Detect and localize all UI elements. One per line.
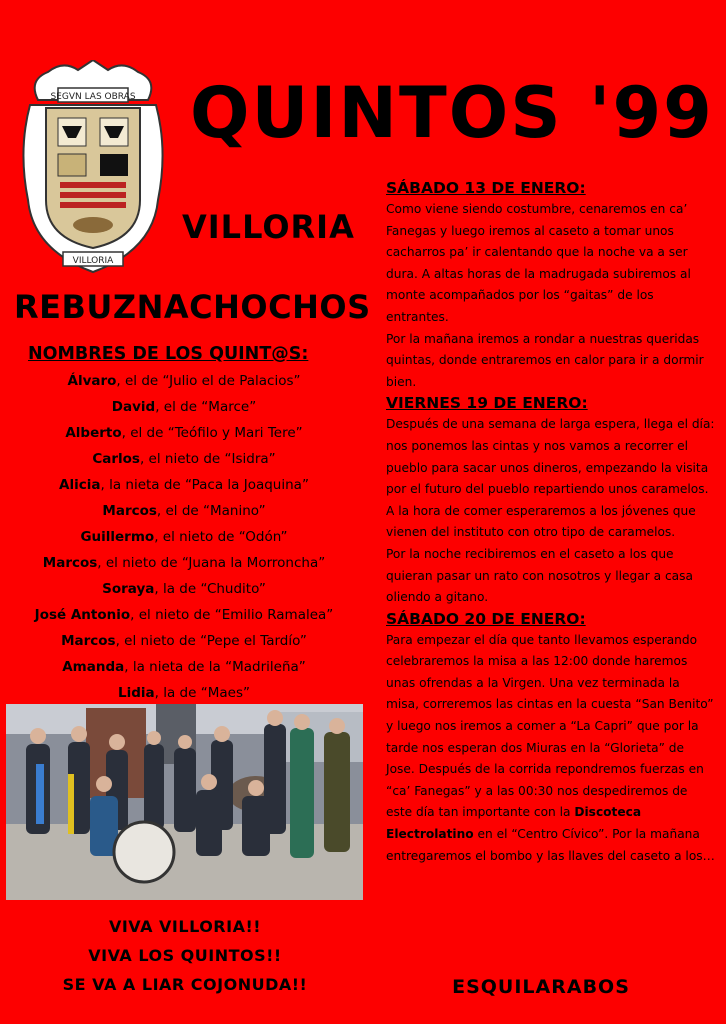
person-name: Carlos: [92, 451, 140, 467]
town-name: VILLORIA: [182, 208, 355, 246]
section-paragraph: Por la mañana iremos a rondar a nuestras queridas quintas, donde entraremos en calor para ir a dormir bien.: [386, 331, 704, 389]
person-relation: , la nieta de “Paca la Joaquina”: [100, 477, 309, 493]
person-relation: , el nieto de “Pepe el Tardío”: [115, 633, 307, 649]
person-relation: , la de “Chudito”: [154, 581, 266, 597]
name-line: [6, 654, 362, 680]
name-line: [6, 576, 362, 602]
person-relation: , la nieta de la “Madrileña”: [124, 659, 306, 675]
person-relation: , el nieto de “Emilio Ramalea”: [130, 607, 334, 623]
person-relation: , el de “Marce”: [155, 399, 257, 415]
person-name: José Antonio: [34, 607, 131, 623]
person-name: Marcos: [102, 503, 157, 519]
paragraph-text: Para empezar el día que tanto llevamos esperando celebraremos la misa a las 12:00 donde haremos unas ofrendas a la Virgen. Una vez terminada la misa, correremos las cintas en la cuesta “San Benito” y luego nos iremos a comer a “La Capri” que por la tarde nos esperan dos Miuras en la “Glorieta” de Jose. Después de la corrida repondremos fuerzas en “ca’ Fanegas” y a las 00:30 nos despediremos de este día tan importante con la: [386, 632, 714, 820]
person-name: David: [111, 399, 156, 415]
village-coat-of-arms: [18, 60, 168, 280]
cheers-block: [4, 912, 366, 999]
group-photo: [6, 704, 363, 900]
svg-text:SEGVN LAS OBRAS: SEGVN LAS OBRAS: [50, 92, 136, 102]
person-name: Alicia: [59, 477, 101, 493]
person-relation: , el de “Julio el de Palacios”: [116, 373, 301, 389]
person-relation: , el nieto de “Juana la Morroncha”: [97, 555, 326, 571]
name-line: [6, 550, 362, 576]
venue-name: Discoteca Electrolatino: [386, 805, 642, 842]
section-heading: SÁBADO 13 DE ENERO:: [386, 179, 586, 197]
person-relation: , el nieto de “Odón”: [154, 529, 288, 545]
person-relation: , el nieto de “Isidra”: [139, 451, 276, 467]
person-name: Marcos: [61, 633, 116, 649]
person-name: Lidia: [118, 685, 155, 701]
person-relation: , el de “Manino”: [156, 503, 266, 519]
name-line: [6, 446, 362, 472]
name-line: [6, 368, 362, 394]
cheer-line: VIVA LOS QUINTOS!!: [88, 946, 282, 965]
person-name: Álvaro: [67, 373, 117, 389]
section-paragraph: Después de una semana de larga espera, llega el día: nos ponemos las cintas y nos vamos a recorrer el pueblo para sacar unos dineros, empezando la visita por el futuro del pueblo repartiendo unos caramelos. A la hora de comer esperaremos a los jóvenes que vienen del instituto con otro tipo de caramelos.: [386, 417, 715, 540]
name-line: [6, 628, 362, 654]
schedule-column: [386, 178, 716, 867]
section-paragraph: Como viene siendo costumbre, cenaremos en ca’ Fanegas y luego iremos al caseto a tomar unos cacharros pa’ ir calentando que la noche va a ser dura. A altas horas de la madrugada subiremos al monte acompañados por los “gaitas” de los entrantes.: [386, 202, 691, 324]
section-heading: VIERNES 19 DE ENERO:: [386, 394, 588, 413]
name-line: [6, 472, 362, 498]
name-line: [6, 602, 362, 628]
names-list: [6, 368, 362, 706]
person-relation: , la de “Maes”: [154, 685, 250, 701]
name-line: [6, 394, 362, 420]
name-line: [6, 420, 362, 446]
section-heading: SÁBADO 20 DE ENERO:: [386, 609, 586, 628]
cheer-line: SE VA A LIAR COJONUDA!!: [62, 975, 308, 994]
page-title: QUINTOS '99: [190, 72, 714, 154]
person-relation: , el de “Teófilo y Mari Tere”: [121, 425, 303, 441]
person-name: Soraya: [102, 581, 155, 597]
names-heading: NOMBRES DE LOS QUINT@S:: [28, 344, 309, 364]
name-line: [6, 680, 362, 706]
name-line: [6, 498, 362, 524]
person-name: Alberto: [65, 425, 122, 441]
person-name: Amanda: [62, 659, 125, 675]
cheer-line: VIVA VILLORIA!!: [108, 917, 262, 936]
name-line: [6, 524, 362, 550]
person-name: Marcos: [42, 555, 98, 571]
section-paragraph: [386, 630, 716, 868]
paragraph-text: en el “Centro Cívico”. Por la mañana entregaremos el bombo y las llaves del caseto a los…: [386, 827, 715, 863]
group-nickname: REBUZNACHOCHOS: [14, 288, 371, 326]
section-paragraph: Por la noche recibiremos en el caseto a los que quieran pasar un rato con nosotros y llegar a casa oliendo a gitano.: [386, 546, 693, 605]
person-name: Guillermo: [80, 529, 155, 545]
signature: ESQUILARABOS: [452, 976, 630, 998]
svg-text:VILLORIA: VILLORIA: [72, 256, 114, 266]
